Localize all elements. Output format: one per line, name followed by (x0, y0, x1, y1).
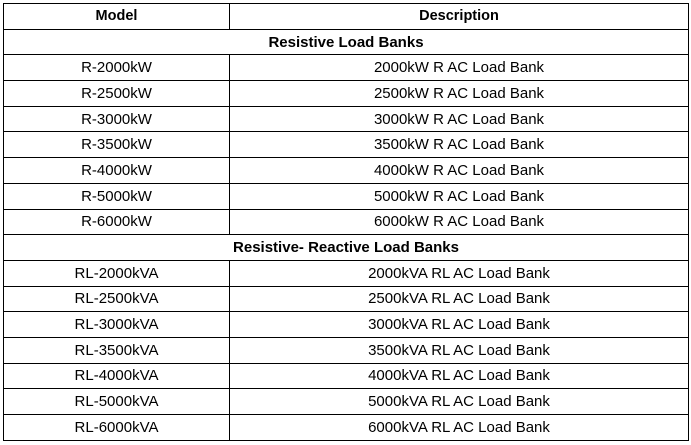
description-cell: 3000kVA RL AC Load Bank (230, 312, 689, 338)
description-cell: 2000kW R AC Load Bank (230, 55, 689, 81)
table-row (4, 158, 689, 184)
table-row (4, 260, 689, 286)
table-row (4, 132, 689, 158)
table-row (4, 55, 689, 81)
description-cell: 5000kW R AC Load Bank (230, 183, 689, 209)
table-row (4, 106, 689, 132)
description-cell: 4000kVA RL AC Load Bank (230, 363, 689, 389)
model-cell: R-6000kW (4, 209, 230, 235)
section-title: Resistive Load Banks (4, 29, 689, 55)
model-cell: RL-3500kVA (4, 337, 230, 363)
description-cell: 3500kW R AC Load Bank (230, 132, 689, 158)
model-cell: R-2000kW (4, 55, 230, 81)
description-cell: 6000kVA RL AC Load Bank (230, 415, 689, 441)
model-cell: RL-3000kVA (4, 312, 230, 338)
table-row (4, 183, 689, 209)
description-cell: 5000kVA RL AC Load Bank (230, 389, 689, 415)
description-cell: 2000kVA RL AC Load Bank (230, 260, 689, 286)
model-cell: RL-4000kVA (4, 363, 230, 389)
section-title: Resistive- Reactive Load Banks (4, 235, 689, 261)
model-cell: R-3000kW (4, 106, 230, 132)
model-cell: R-2500kW (4, 81, 230, 107)
table-row (4, 337, 689, 363)
description-cell: 4000kW R AC Load Bank (230, 158, 689, 184)
table-row (4, 81, 689, 107)
model-cell: R-5000kW (4, 183, 230, 209)
description-column-header: Description (230, 4, 689, 30)
model-cell: R-4000kW (4, 158, 230, 184)
model-cell: RL-2000kVA (4, 260, 230, 286)
description-cell: 3000kW R AC Load Bank (230, 106, 689, 132)
table-row (4, 389, 689, 415)
description-cell: 2500kVA RL AC Load Bank (230, 286, 689, 312)
description-cell: 6000kW R AC Load Bank (230, 209, 689, 235)
section-row (4, 29, 689, 55)
table-row (4, 286, 689, 312)
header-row (4, 4, 689, 30)
table-row (4, 209, 689, 235)
description-cell: 3500kVA RL AC Load Bank (230, 337, 689, 363)
model-cell: RL-2500kVA (4, 286, 230, 312)
table-row (4, 415, 689, 441)
load-bank-table (3, 3, 689, 441)
table-row (4, 312, 689, 338)
model-cell: RL-6000kVA (4, 415, 230, 441)
model-column-header: Model (4, 4, 230, 30)
section-row (4, 235, 689, 261)
description-cell: 2500kW R AC Load Bank (230, 81, 689, 107)
model-cell: RL-5000kVA (4, 389, 230, 415)
table-row (4, 363, 689, 389)
model-cell: R-3500kW (4, 132, 230, 158)
